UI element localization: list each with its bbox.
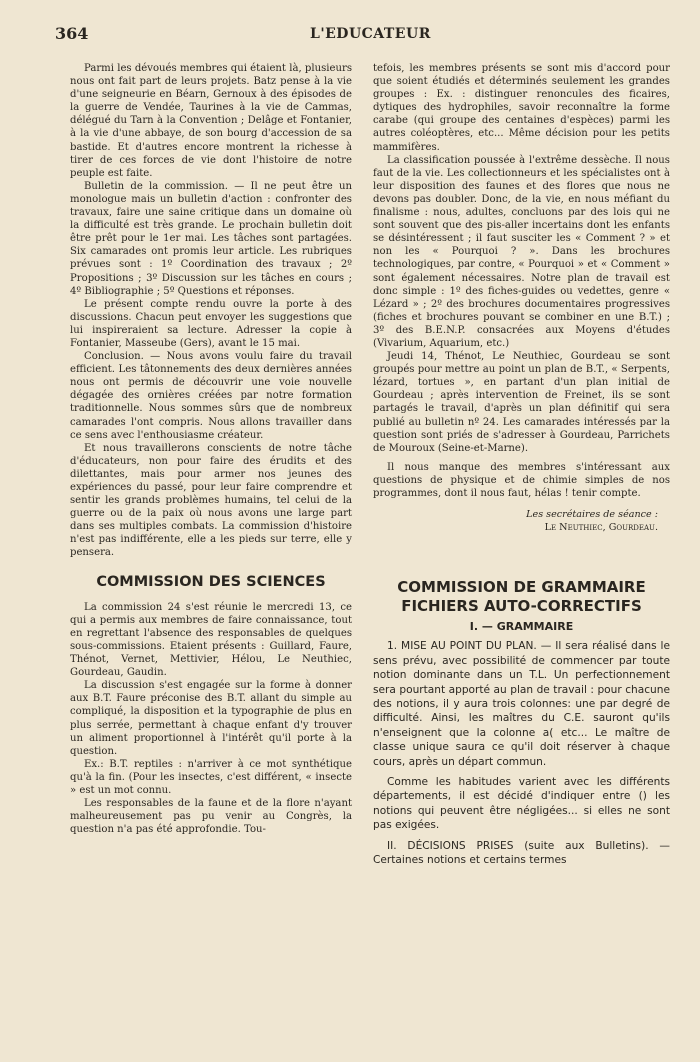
left-column	[70, 62, 352, 836]
signature-block	[373, 508, 670, 534]
paragraph: Jeudi 14, Thénot, Le Neuthiec, Gourdeau se sont groupés pour mettre au point un plan de B.T., « Serpents, lézard, tortues », en partant d'un plan initial de Gourdeau ; après intervention de Freinet, ils se sont partagés le travail, d'après un plan définitif qui sera publié au bulletin nº 24. Les camarades intéressés par la question sont priés de s'adresser à Gourdeau, Parrichets de Mouroux (Seine-et-Marne).	[373, 351, 670, 454]
signature-role: Les secrétaires de séance :	[526, 509, 658, 521]
paragraph: tefois, les membres présents se sont mis d'accord pour que soient étudiés et déterminés seulement les grandes groupes : Ex. : distinguer renoncules des ficaires, dytiques des hydrophiles, savoir reconnaître la forme carabe (qui groupe des centaines d'espèces) parmi les autres coléoptères, etc... Même décision pour les petits mammifères.	[373, 63, 670, 153]
section-title: COMMISSION DES SCIENCES	[96, 573, 326, 590]
page-number: 364	[55, 24, 89, 43]
paragraph: II. DÉCISIONS PRISES (suite aux Bulletins). — Certaines notions et certains termes	[373, 839, 670, 867]
paragraph: Le présent compte rendu ouvre la porte à des discussions. Chacun peut envoyer les suggestions que lui inspireraient sa lecture. Adresser la copie à Fontanier, Masseube (Gers), avant le 15 mai.	[70, 298, 352, 349]
right-column	[373, 62, 670, 867]
paragraph: Conclusion. — Nous avons voulu faire du travail efficient. Les tâtonnements des deux dernières années nous ont permis de découvrir une voie nouvelle dégagée des ornières créées par notre formation traditionnelle. Nous sommes sûrs que de nombreux camarades l'ont compris. Nous allons travailler dans ce sens avec l'enthousiasme créateur.	[70, 351, 352, 441]
paragraph: Bulletin de la commission. — Il ne peut être un monologue mais un bulletin d'action : confronter des travaux, faire une saine critique dans un domaine où la difficulté est très grande. Le prochain bulletin doit être prêt pour le 1er mai. Les tâches sont partagées. Six camarades ont promis leur article. Les rubriques prévues sont : 1º Coordination des travaux ; 2º Propositions ; 3º Discussion sur les tâches en cours ; 4º Bibliographie ; 5º Questions et réponses.	[70, 180, 352, 297]
paragraph: Il nous manque des membres s'intéressant aux questions de physique et de chimie simples de nos programmes, dont il nous faut, hélas ! tenir compte.	[373, 461, 670, 499]
paragraph: Parmi les dévoués membres qui étaient là, plusieurs nous ont fait part de leurs projets. Batz pense à la vie d'une seigneurie en Béarn, Gernoux à des épisodes de la guerre de Vendée, Taurines à la vie de Cammas, délégué du Tarn à la Convention ; Delâge et Fontanier, à la vie d'une abbaye, de son bourg d'accession de sa bastide. Et d'autres encore montrent la richesse à tirer de ces forces de vie dont l'histoire de notre peuple est faite.	[70, 63, 352, 179]
paragraph: La commission 24 s'est réunie le mercredi 13, ce qui a permis aux membres de faire connaissance, tout en regrettant l'absence des responsables de quelques sous-commissions. Etaient présents : Guillard, Faure, Thénot, Vernet, Mettivier, Hélou, Le Neuthiec, Gourdeau, Gaudin.	[70, 601, 352, 679]
journal-title: L'EDUCATEUR	[310, 26, 431, 42]
page-header	[55, 24, 660, 50]
paragraph: Ex.: B.T. reptiles : n'arriver à ce mot synthétique qu'à la fin. (Pour les insectes, c'est différent, « insecte » est un mot connu.	[70, 758, 352, 796]
section-title	[373, 578, 670, 616]
paragraph: Comme les habitudes varient avec les différents départements, il est décidé d'indiquer entre () les notions qui peuvent être négligées... si elles ne sont pas exigées.	[373, 776, 670, 832]
paragraph: 1. MISE AU POINT DU PLAN. — Il sera réalisé dans le sens prévu, avec possibilité de commencer par toute notion dominante dans un T.L. Un perfectionnement sera pourtant apporté au plan de travail : pour chacune des notions, il y aura trois colonnes: une par degré de difficulté. Ainsi, les maîtres du C.E. sauront qu'ils n'enseignent que la colonne a( etc... Le maître de classe unique saura ce qu'il doit réserver à chaque cours, après un départ commun.	[373, 640, 670, 768]
paragraph: La discussion s'est engagée sur la forme à donner aux B.T. Faure préconise des B.T. allant du simple au compliqué, la disposition et la typographie de plus en plus serrée, permettant à chaque enfant d'y trouver un aliment proportionnel à l'intérêt qu'il porte à la question.	[70, 680, 352, 757]
paragraph: La classification poussée à l'extrême dessèche. Il nous faut de la vie. Les collectionneurs et les spécialistes ont à leur disposition des faunes et des flores que nous ne devons pas doubler. Donc, de la vie, en nous méfiant du finalisme : nous, adultes, concluons par des lois qui ne sont souvent que des pis-aller incertains dont les enfants se désintéressent ; il faut susciter les « Comment ? » et non les « Pourquoi ? ». Dans les brochures technologiques, par contre, « Pourquoi » et « Comment » sont également nécessaires. Notre plan de travail est donc simple : 1º des fiches-guides ou vedettes, genre « Lézard » ; 2º des brochures documentaires progressives (fiches et brochures pouvant se combiner en une B.T.) ; 3º des B.E.N.P. consacrées aux Moyens d'études (Vivarium, Aquarium, etc.)	[373, 154, 670, 349]
section-title-line: FICHIERS AUTO-CORRECTIFS	[401, 597, 642, 616]
paragraph: Et nous travaillerons conscients de notre tâche d'éducateurs, non pour faire des érudits et des dilettantes, mais pour armer nos jeunes des expériences du passé, pour leur faire comprendre et sentir les grands problèmes humains, tel celui de la guerre ou de la paix où nous avons une large part dans ses multiples combats. La commission d'histoire n'est pas indifférente, elle a les pieds sur terre, elle y pensera.	[70, 442, 352, 559]
signature-names: Le Neuthiec, Gourdeau.	[544, 522, 658, 534]
paragraph: Les responsables de la faune et de la flore n'ayant malheureusement pas pu venir au Congrès, la question n'a pas été approfondie. Tou-	[70, 798, 352, 836]
section-title-line: COMMISSION DE GRAMMAIRE	[397, 578, 646, 597]
grammar-body	[373, 639, 670, 867]
subsection-title: I. — GRAMMAIRE	[469, 620, 574, 634]
